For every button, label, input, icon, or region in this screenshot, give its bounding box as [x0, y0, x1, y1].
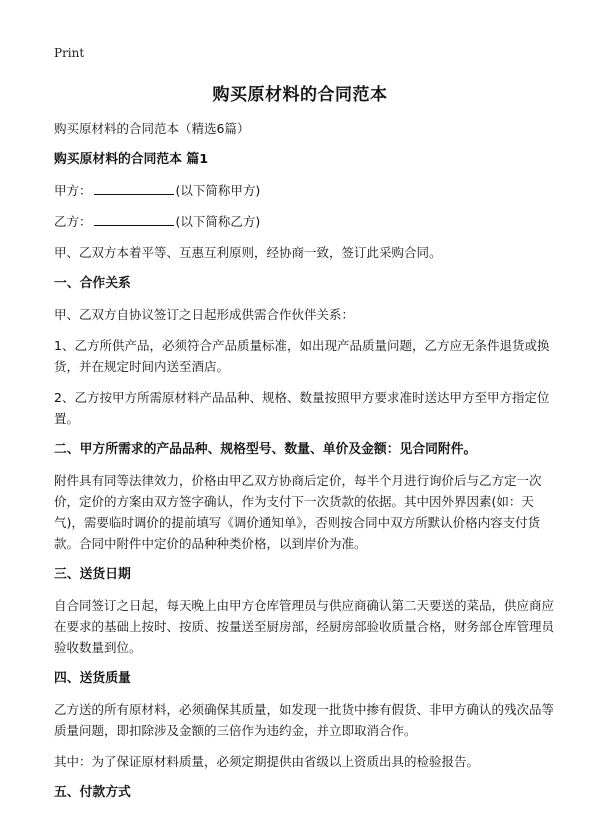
article-heading: 购买原材料的合同范本 篇1 — [54, 152, 209, 167]
party-a-blank — [94, 181, 174, 195]
section-5-heading: 五、付款方式 — [54, 785, 131, 800]
document-body — [54, 118, 554, 813]
party-a-label: 甲方： — [54, 183, 92, 198]
section-4-paragraph-2: 其中：为了保证原材料质量，必须定期提供由省级以上资质出具的检验报告。 — [54, 754, 480, 769]
party-a-line — [54, 180, 554, 201]
section-4-paragraph-1: 乙方送的所有原材料，必须确保其质量，如发现一批货中掺有假货、非甲方确认的残次品等质量问题，即扣除涉及金额的三倍作为违约金，并立即取消合作。 — [54, 702, 555, 738]
section-3-heading: 三、送货日期 — [54, 567, 131, 582]
section-1-heading: 一、合作关系 — [54, 276, 131, 291]
party-b-label: 乙方： — [54, 214, 92, 229]
print-link[interactable]: Print — [54, 46, 85, 60]
section-1-paragraph-2: 1、乙方所供产品，必须符合产品质量标准，如出现产品质量问题，乙方应无条件退货或换货，并在规定时间内送至酒店。 — [54, 338, 550, 374]
section-1-paragraph-1: 甲、乙双方自协议签订之日起形成供需合作伙伴关系： — [54, 307, 355, 322]
document-title: 购买原材料的合同范本 — [212, 85, 388, 105]
section-4-heading: 四、送货质量 — [54, 671, 131, 686]
party-a-suffix: (以下简称甲方) — [175, 183, 261, 198]
intro-paragraph: 甲、乙双方本着平等、互惠互利原则，经协商一致，签订此采购合同。 — [54, 245, 442, 260]
party-b-blank — [94, 212, 174, 226]
section-3-paragraph-1: 自合同签订之日起，每天晚上由甲方仓库管理员与供应商确认第二天要送的菜品，供应商应在要求的基础上按时、按质、按量送至厨房部，经厨房部验收质量合格，财务部仓库管理员验收数量到位。 — [54, 598, 555, 655]
party-b-suffix: (以下简称乙方) — [175, 214, 261, 229]
section-2-paragraph-1: 附件具有同等法律效力，价格由甲乙双方协商后定价，每半个月进行询价后与乙方定一次价，定价的方案由双方签字确认，作为支付下一次货款的依据。其中因外界因素(如：天气)，需要临时调价的提前填写《调价通知单》，否则按合同中双方所默认价格内容支付货款。合同中附件中定价的品种种类价格，以到岸价为准。 — [54, 473, 542, 551]
document-subtitle: 购买原材料的合同范本（精选6篇） — [54, 121, 250, 136]
section-1-paragraph-3: 2、乙方按甲方所需原材料产品品种、规格、数量按照甲方要求准时送达甲方至甲方指定位置。 — [54, 390, 550, 426]
section-2-heading: 二、甲方所需求的产品品种、规格型号、数量、单价及金额：见合同附件。 — [54, 442, 477, 457]
party-b-line — [54, 211, 554, 232]
